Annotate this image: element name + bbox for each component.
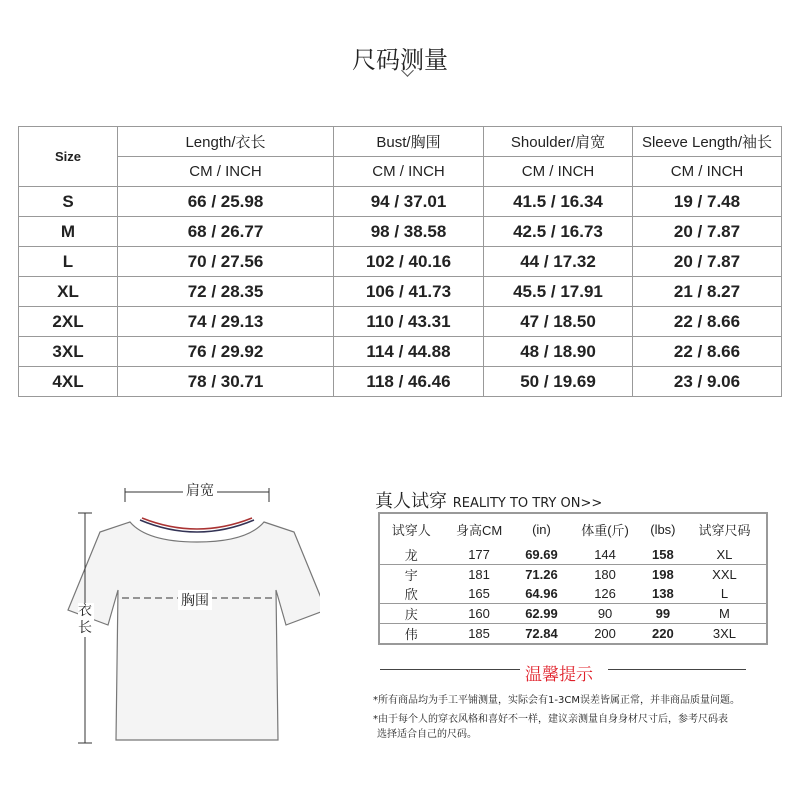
measure-cell: 98 / 38.58 bbox=[334, 217, 484, 247]
measure-cell: 102 / 40.16 bbox=[334, 247, 484, 277]
size-row bbox=[19, 337, 782, 367]
tip-note: *所有商品均为手工平铺测量，实际会有1-3CM误差皆属正常，并非商品质量问题。 bbox=[373, 695, 740, 706]
try-on-title bbox=[375, 487, 602, 513]
try-on-cell: 177 bbox=[442, 545, 515, 565]
column-header: Bust/胸围 bbox=[334, 127, 484, 157]
try-on-row bbox=[379, 545, 767, 565]
try-on-cell: 126 bbox=[567, 584, 643, 604]
unit-label: CM / INCH bbox=[334, 157, 484, 187]
try-on-title-text: 真人试穿 bbox=[375, 491, 447, 512]
unit-label: CM / INCH bbox=[633, 157, 782, 187]
size-cell: L bbox=[19, 247, 118, 277]
try-on-cell: 宇 bbox=[404, 568, 418, 583]
unit-label: CM / INCH bbox=[118, 157, 334, 187]
size-cell: XL bbox=[19, 277, 118, 307]
size-cell: 4XL bbox=[19, 367, 118, 397]
measure-cell: 106 / 41.73 bbox=[334, 277, 484, 307]
try-header: (lbs) bbox=[650, 522, 676, 537]
tip-note: 选择适合自己的尺码。 bbox=[377, 729, 477, 740]
measure-cell: 47 / 18.50 bbox=[484, 307, 633, 337]
try-on-cell: 198 bbox=[652, 567, 674, 582]
size-cell: M bbox=[19, 217, 118, 247]
unit-label: CM / INCH bbox=[484, 157, 633, 187]
size-row bbox=[19, 247, 782, 277]
size-row bbox=[19, 277, 782, 307]
try-on-cell: 165 bbox=[442, 584, 515, 604]
measure-cell: 50 / 19.69 bbox=[484, 367, 633, 397]
column-header: Length/衣长 bbox=[118, 127, 334, 157]
tshirt-outline bbox=[68, 522, 320, 740]
try-on-cell: 220 bbox=[652, 626, 674, 641]
try-on-table bbox=[378, 512, 768, 645]
size-row bbox=[19, 217, 782, 247]
try-on-cell: 181 bbox=[468, 567, 490, 582]
length-label: 衣长 bbox=[78, 603, 92, 636]
measure-cell: 110 / 43.31 bbox=[334, 307, 484, 337]
measure-cell: 20 / 7.87 bbox=[633, 217, 782, 247]
chest-label: 胸围 bbox=[178, 590, 212, 610]
measure-cell: 23 / 9.06 bbox=[633, 367, 782, 397]
try-on-row bbox=[379, 624, 767, 645]
try-on-cell: XXL bbox=[712, 567, 737, 582]
size-row bbox=[19, 307, 782, 337]
try-on-cell: 185 bbox=[468, 626, 490, 641]
measure-cell: 48 / 18.90 bbox=[484, 337, 633, 367]
size-cell: 3XL bbox=[19, 337, 118, 367]
size-row bbox=[19, 187, 782, 217]
try-on-cell: M bbox=[683, 604, 767, 624]
try-header: 试穿人 bbox=[391, 523, 431, 538]
try-on-cell: XL bbox=[683, 545, 767, 565]
tips-title: 温馨提示 bbox=[525, 665, 593, 685]
try-on-cell: 62.99 bbox=[516, 604, 568, 624]
try-on-cell: 158 bbox=[643, 545, 683, 565]
size-cell: 2XL bbox=[19, 307, 118, 337]
try-header: 体重(斤) bbox=[581, 523, 629, 538]
measure-cell: 118 / 46.46 bbox=[334, 367, 484, 397]
measure-cell: 21 / 8.27 bbox=[633, 277, 782, 307]
try-on-cell: 72.84 bbox=[525, 626, 558, 641]
measure-cell: 114 / 44.88 bbox=[334, 337, 484, 367]
measure-cell: 19 / 7.48 bbox=[633, 187, 782, 217]
try-on-subtitle: REALITY TO TRY ON>> bbox=[452, 496, 603, 511]
column-header: Shoulder/肩宽 bbox=[484, 127, 633, 157]
try-on-row bbox=[379, 565, 767, 585]
measure-cell: 44 / 17.32 bbox=[484, 247, 633, 277]
try-header: (in) bbox=[532, 522, 551, 537]
size-table bbox=[18, 126, 782, 397]
try-on-row bbox=[379, 584, 767, 604]
measure-cell: 41.5 / 16.34 bbox=[484, 187, 633, 217]
measure-cell: 66 / 25.98 bbox=[118, 187, 334, 217]
measure-cell: 20 / 7.87 bbox=[633, 247, 782, 277]
measure-cell: 70 / 27.56 bbox=[118, 247, 334, 277]
size-row bbox=[19, 367, 782, 397]
divider bbox=[380, 669, 520, 670]
try-on-cell: 69.69 bbox=[516, 545, 568, 565]
measure-cell: 94 / 37.01 bbox=[334, 187, 484, 217]
try-on-cell: 欣 bbox=[379, 584, 442, 604]
shoulder-label: 肩宽 bbox=[183, 480, 217, 500]
try-on-cell: 庆 bbox=[379, 604, 442, 624]
try-on-cell: 龙 bbox=[379, 545, 442, 565]
try-on-cell: 伟 bbox=[404, 627, 418, 642]
try-on-cell: 90 bbox=[567, 604, 643, 624]
column-header: Sleeve Length/袖长 bbox=[633, 127, 782, 157]
measure-cell: 76 / 29.92 bbox=[118, 337, 334, 367]
try-on-cell: 71.26 bbox=[525, 567, 558, 582]
try-on-cell: 138 bbox=[643, 584, 683, 604]
tip-note: *由于每个人的穿衣风格和喜好不一样，建议亲测量自身身材尺寸后，参考尺码表 bbox=[373, 714, 728, 725]
measure-cell: 72 / 28.35 bbox=[118, 277, 334, 307]
divider bbox=[608, 669, 746, 670]
measure-cell: 22 / 8.66 bbox=[633, 307, 782, 337]
size-header: Size bbox=[19, 127, 118, 187]
try-on-cell: 64.96 bbox=[516, 584, 568, 604]
measure-cell: 22 / 8.66 bbox=[633, 337, 782, 367]
try-on-cell: 180 bbox=[594, 567, 616, 582]
try-on-cell: 144 bbox=[567, 545, 643, 565]
try-on-cell: 160 bbox=[442, 604, 515, 624]
tshirt-diagram bbox=[60, 470, 320, 760]
measure-cell: 78 / 30.71 bbox=[118, 367, 334, 397]
measure-cell: 45.5 / 17.91 bbox=[484, 277, 633, 307]
page-title: 尺码测量 bbox=[352, 46, 448, 74]
size-cell: S bbox=[19, 187, 118, 217]
measure-cell: 42.5 / 16.73 bbox=[484, 217, 633, 247]
try-on-cell: 99 bbox=[643, 604, 683, 624]
try-on-cell: 200 bbox=[594, 626, 616, 641]
measure-cell: 68 / 26.77 bbox=[118, 217, 334, 247]
try-header: 身高CM bbox=[455, 523, 503, 538]
try-header: 试穿尺码 bbox=[698, 523, 751, 538]
try-on-cell: L bbox=[683, 584, 767, 604]
try-on-cell: 3XL bbox=[712, 626, 737, 641]
try-on-row bbox=[379, 604, 767, 624]
measure-cell: 74 / 29.13 bbox=[118, 307, 334, 337]
